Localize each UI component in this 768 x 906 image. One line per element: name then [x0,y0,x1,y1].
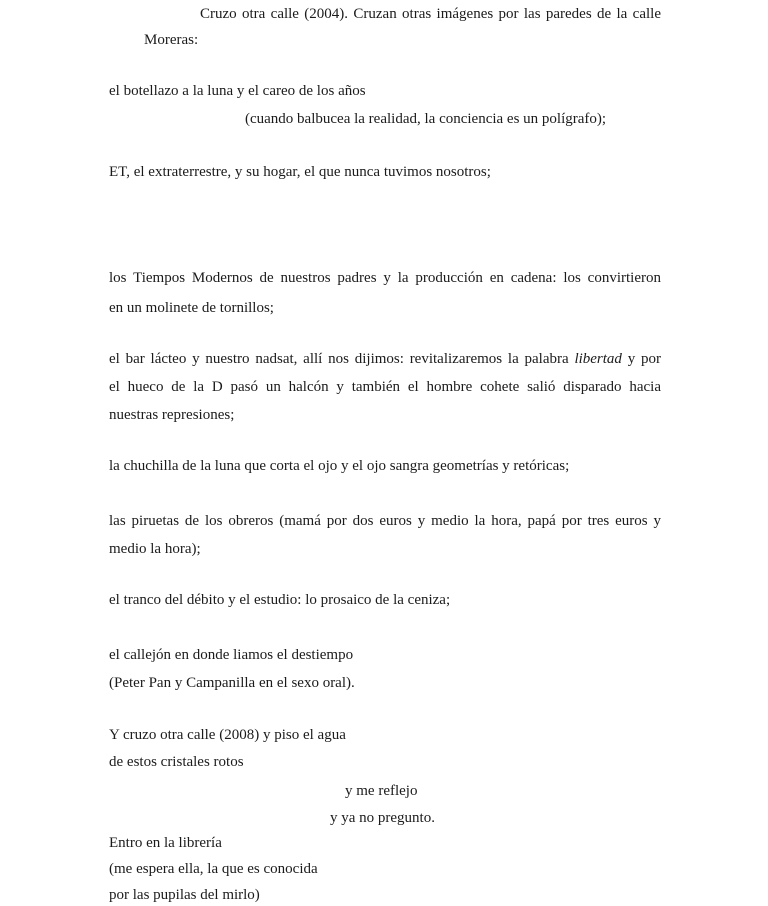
poem-line: las piruetas de los obreros (mamá por dos euros y medio la hora, papá por tres euros y [109,513,661,529]
poem-line: Entro en la librería [109,835,222,851]
poem-line: en un molinete de tornillos; [109,300,274,316]
poem-line: y me reflejo [345,783,418,799]
poem-line: el callejón en donde liamos el destiempo [109,647,354,663]
poem-line: el hueco de la D pasó un halcón y también el hombre cohete salió disparado hacia [109,379,661,395]
poem-line: medio la hora); [109,541,201,557]
poem-line: (me espera ella, la que es conocida [109,861,318,877]
line-text: el bar lácteo y nuestro nadsat, allí nos dijimos: revitalizaremos la palabra [109,351,575,367]
poem-line: Y cruzo otra calle (2008) y piso el agua [109,727,346,743]
poem-line: ET, el extraterrestre, y su hogar, el que nunca tuvimos nosotros; [109,164,491,180]
poem-line: Moreras: [144,32,199,48]
poem-line: la chuchilla de la luna que corta el ojo y el ojo sangra geometrías y retóricas; [109,458,570,474]
poem-line: de estos cristales rotos [109,754,244,770]
poem-line: (cuando balbucea la realidad, la conciencia es un polígrafo); [245,111,607,127]
poem-line: el tranco del débito y el estudio: lo prosaico de la ceniza; [109,592,451,608]
line-text: y por [621,351,661,367]
poem-line [109,349,661,369]
poem-line: (Peter Pan y Campanilla en el sexo oral). [109,675,355,691]
poem-line: y ya no pregunto. [330,810,435,826]
italic-word: libertad [574,351,622,367]
poem-line: Cruzo otra calle (2004). Cruzan otras imágenes por las paredes de la calle [200,6,661,22]
poem-line: por las pupilas del mirlo) [109,887,260,903]
poem-line: el botellazo a la luna y el careo de los años [109,83,366,99]
poem-line: los Tiempos Modernos de nuestros padres y la producción en cadena: los convirtieron [109,270,661,286]
poem-line: nuestras represiones; [109,407,235,423]
